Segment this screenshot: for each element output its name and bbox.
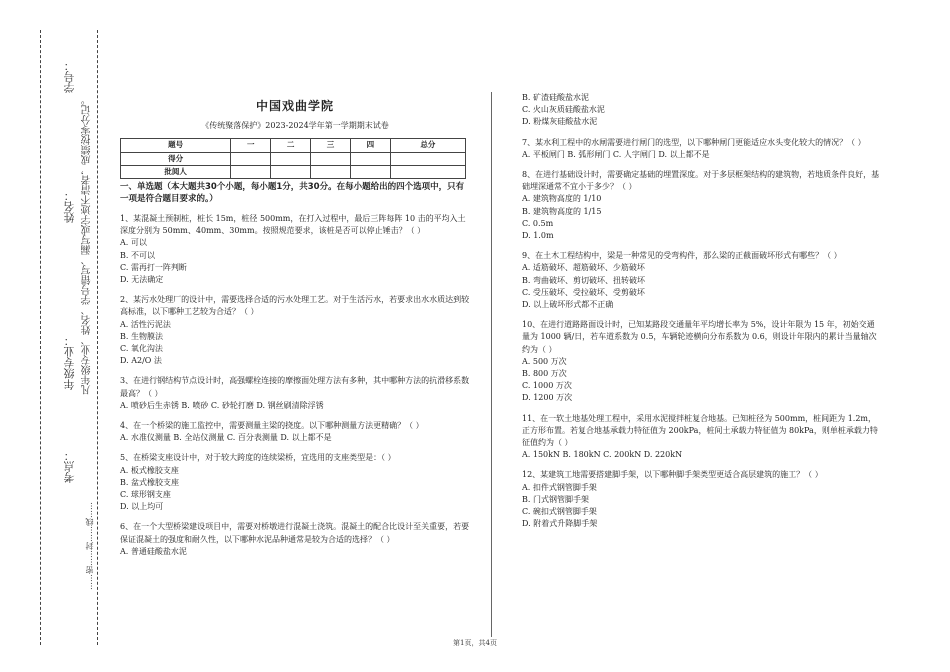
score-header-cell: 二	[271, 139, 311, 152]
answer-option: B. 弯曲破坏、剪切破坏、扭转破坏	[522, 275, 645, 285]
question	[522, 469, 882, 530]
section-heading: 一、单选题（本大题共30个小题，每小题1分，共30分。在每小题给出的四个选项中，只有一项是符合题目要求的。）	[120, 182, 465, 205]
column-divider	[491, 92, 492, 637]
question-stem: 2、某污水处理厂的设计中，需要选择合适的污水处理工艺。对于生活污水，若要求出水水质达到较高标准，以下哪种工艺较为合适？（ ）	[120, 295, 470, 317]
name-label: 姓名：	[63, 190, 76, 223]
answer-option: A. 适筋破坏、超筋破坏、少筋破坏	[522, 263, 645, 273]
answer-option: C. 火山灰质硅酸盐水泥	[522, 105, 605, 115]
answer-option: D. 附着式升降脚手架	[522, 519, 598, 529]
score-header-cell: 三	[311, 139, 351, 152]
grader-cell[interactable]	[311, 165, 351, 178]
question	[522, 92, 882, 129]
answer-option: B. 门式钢管脚手架	[522, 494, 589, 504]
answer-option: D. 以上破坏形式都不正确	[522, 300, 614, 310]
score-row	[121, 152, 466, 165]
question-stem: 5、在桥梁支座设计中，对于较大跨度的连续梁桥，宜选用的支座类型是：（ ）	[120, 453, 396, 463]
exam-title: 《传统聚落保护》2023-2024学年第一学期期末试卷	[201, 121, 389, 131]
question	[522, 413, 882, 462]
answer-option: D. 1200 万次	[522, 393, 573, 403]
left-question-list	[120, 213, 470, 558]
answer-option: C. 氧化沟法	[120, 344, 163, 354]
question	[120, 375, 470, 412]
grader-cell[interactable]	[390, 165, 465, 178]
score-cell[interactable]	[350, 152, 390, 165]
grader-cell[interactable]	[231, 165, 271, 178]
score-header-cell: 四	[350, 139, 390, 152]
question-stem: 11、在一软土地基处理工程中，采用水泥搅拌桩复合地基。已知桩径为 500mm，桩间距为 1.2m，正方形布置。若复合地基承载力特征值为 200kPa，桩间土承载力特征值为 80kPa，则单桩承载力特征值约为（ ）	[522, 413, 878, 448]
answer-option: A. 普通硅酸盐水泥	[120, 546, 187, 556]
answer-option: D. 无法确定	[120, 275, 164, 285]
question-stem: 6、在一个大型桥梁建设项目中，需要对桥墩进行混凝土浇筑。混凝土的配合比设计至关重要，若要保证混凝土的强度和耐久性，以下哪种水泥品种通常是较为合适的选择？（ ）	[120, 522, 470, 544]
question	[120, 420, 470, 444]
answer-option: A. 扣件式钢管脚手架	[522, 482, 597, 492]
question-stem: 10、在进行道路路面设计时，已知某路段交通量年平均增长率为 5%，设计年限为 15 年，初始交通量为 1000 辆/日，若车道系数为 0.5，车辆轮迹横向分布系数为 0.6，则设计年限内的累计当量轴次约为（ ）	[522, 320, 877, 354]
grader-row	[121, 165, 466, 178]
score-row-label: 得分	[121, 152, 231, 165]
answer-option: C. 1000 万次	[522, 381, 572, 391]
answer-option: D. A2/O 法	[120, 356, 162, 366]
seal-line-text: ……密……封……线……	[85, 502, 94, 590]
score-cell[interactable]	[311, 152, 351, 165]
question	[120, 294, 470, 367]
score-table	[120, 138, 466, 179]
answer-option: A. 活性污泥法	[120, 319, 171, 329]
right-question-list	[522, 92, 882, 531]
answer-option: D. 粉煤灰硅酸盐水泥	[522, 117, 598, 127]
answer-option: C. 碗扣式钢管脚手架	[522, 507, 597, 517]
answer-option: B. 800 万次	[522, 369, 567, 379]
student-no-label: 学号：	[63, 60, 76, 93]
answer-option: B. 不可以	[120, 250, 155, 260]
answer-option: A. 150kN B. 180kN C. 200kN D. 220kN	[522, 450, 683, 460]
score-cell[interactable]	[271, 152, 311, 165]
binding-strip	[0, 0, 110, 672]
question	[120, 452, 470, 513]
school-title: 中国戏曲学院	[255, 99, 334, 113]
question-stem: 12、某建筑工地需要搭建脚手架，以下哪种脚手架类型更适合高层建筑的施工？（ ）	[522, 470, 823, 480]
left-column	[120, 92, 470, 558]
answer-option: D. 以上均可	[120, 502, 164, 512]
answer-option: C. 受压破坏、受拉破坏、受剪破坏	[522, 287, 645, 297]
answer-option: A. 平板闸门 B. 弧形闸门 C. 人字闸门 D. 以上都不是	[522, 149, 710, 159]
dashed-seal-line-right	[97, 30, 98, 645]
right-column	[522, 92, 882, 531]
score-table-header-row	[121, 139, 466, 152]
question-stem: 9、在土木工程结构中，梁是一种常见的受弯构件，那么梁的正截面破坏形式有哪些？（ ）	[522, 251, 842, 261]
grade-label: 年级专业：	[63, 335, 76, 390]
question	[522, 250, 882, 311]
grader-row-label: 批阅人	[121, 165, 231, 178]
question-stem: 7、某水利工程中的水闸需要进行闸门的选型，以下哪种闸门更能适应水头变化较大的情况？（ ）	[522, 137, 866, 147]
question	[522, 319, 882, 404]
binding-warning: 凡年级专业、姓名、学号错写、漏写或字迹不清者，成绩按零分记。	[82, 95, 93, 395]
answer-option: C. 需再打一阵判断	[120, 262, 187, 272]
question	[522, 137, 882, 161]
question-stem: 4、在一个桥梁的施工监控中，需要测量主梁的挠度。以下哪种测量方法更精确？（ ）	[120, 421, 424, 431]
answer-option: B. 矿渣硅酸盐水泥	[522, 93, 589, 102]
question	[522, 169, 882, 242]
question	[120, 213, 470, 286]
score-cell[interactable]	[231, 152, 271, 165]
question-stem: 1、某混凝土预制桩，桩长 15m，桩径 500mm，在打入过程中，最后三阵每阵 10 击的平均入土深度分别为 50mm、40mm、30mm。按照规范要求，该桩是否可以停止锤击？（ ）	[120, 214, 466, 236]
answer-option: A. 建筑物高度的 1/10	[522, 194, 602, 204]
score-cell[interactable]	[390, 152, 465, 165]
answer-option: C. 0.5m	[522, 218, 554, 228]
question-stem: 3、在进行钢结构节点设计时，高强螺栓连接的摩擦面处理方法有多种，其中哪种方法的抗滑移系数最高？（ ）	[120, 376, 470, 398]
answer-option: A. 喷砂后生赤锈 B. 喷砂 C. 砂轮打磨 D. 钢丝刷清除浮锈	[120, 400, 324, 410]
page-footer: 第1页，共4页	[453, 639, 497, 647]
answer-option: B. 生物膜法	[120, 331, 163, 341]
answer-option: A. 水准仪测量 B. 全站仪测量 C. 百分表测量 D. 以上都不是	[120, 433, 332, 443]
answer-option: A. 500 万次	[522, 356, 567, 366]
dashed-seal-line-left	[40, 30, 41, 645]
grader-cell[interactable]	[350, 165, 390, 178]
grader-cell[interactable]	[271, 165, 311, 178]
answer-option: B. 盆式橡胶支座	[120, 477, 179, 487]
answer-option: A. 板式橡胶支座	[120, 465, 179, 475]
answer-option: C. 球形钢支座	[120, 490, 171, 500]
score-header-cell: 一	[231, 139, 271, 152]
answer-option: A. 可以	[120, 238, 147, 248]
question	[120, 521, 470, 558]
answer-option: B. 建筑物高度的 1/15	[522, 206, 602, 216]
score-header-cell: 题号	[121, 139, 231, 152]
score-header-cell: 总分	[390, 139, 465, 152]
question-stem: 8、在进行基础设计时，需要确定基础的埋置深度。对于多层框架结构的建筑物，若地质条件良好，基础埋深通常不宜小于多少？（ ）	[522, 170, 880, 192]
school-label: 考点：	[63, 450, 76, 483]
answer-option: D. 1.0m	[522, 231, 554, 241]
